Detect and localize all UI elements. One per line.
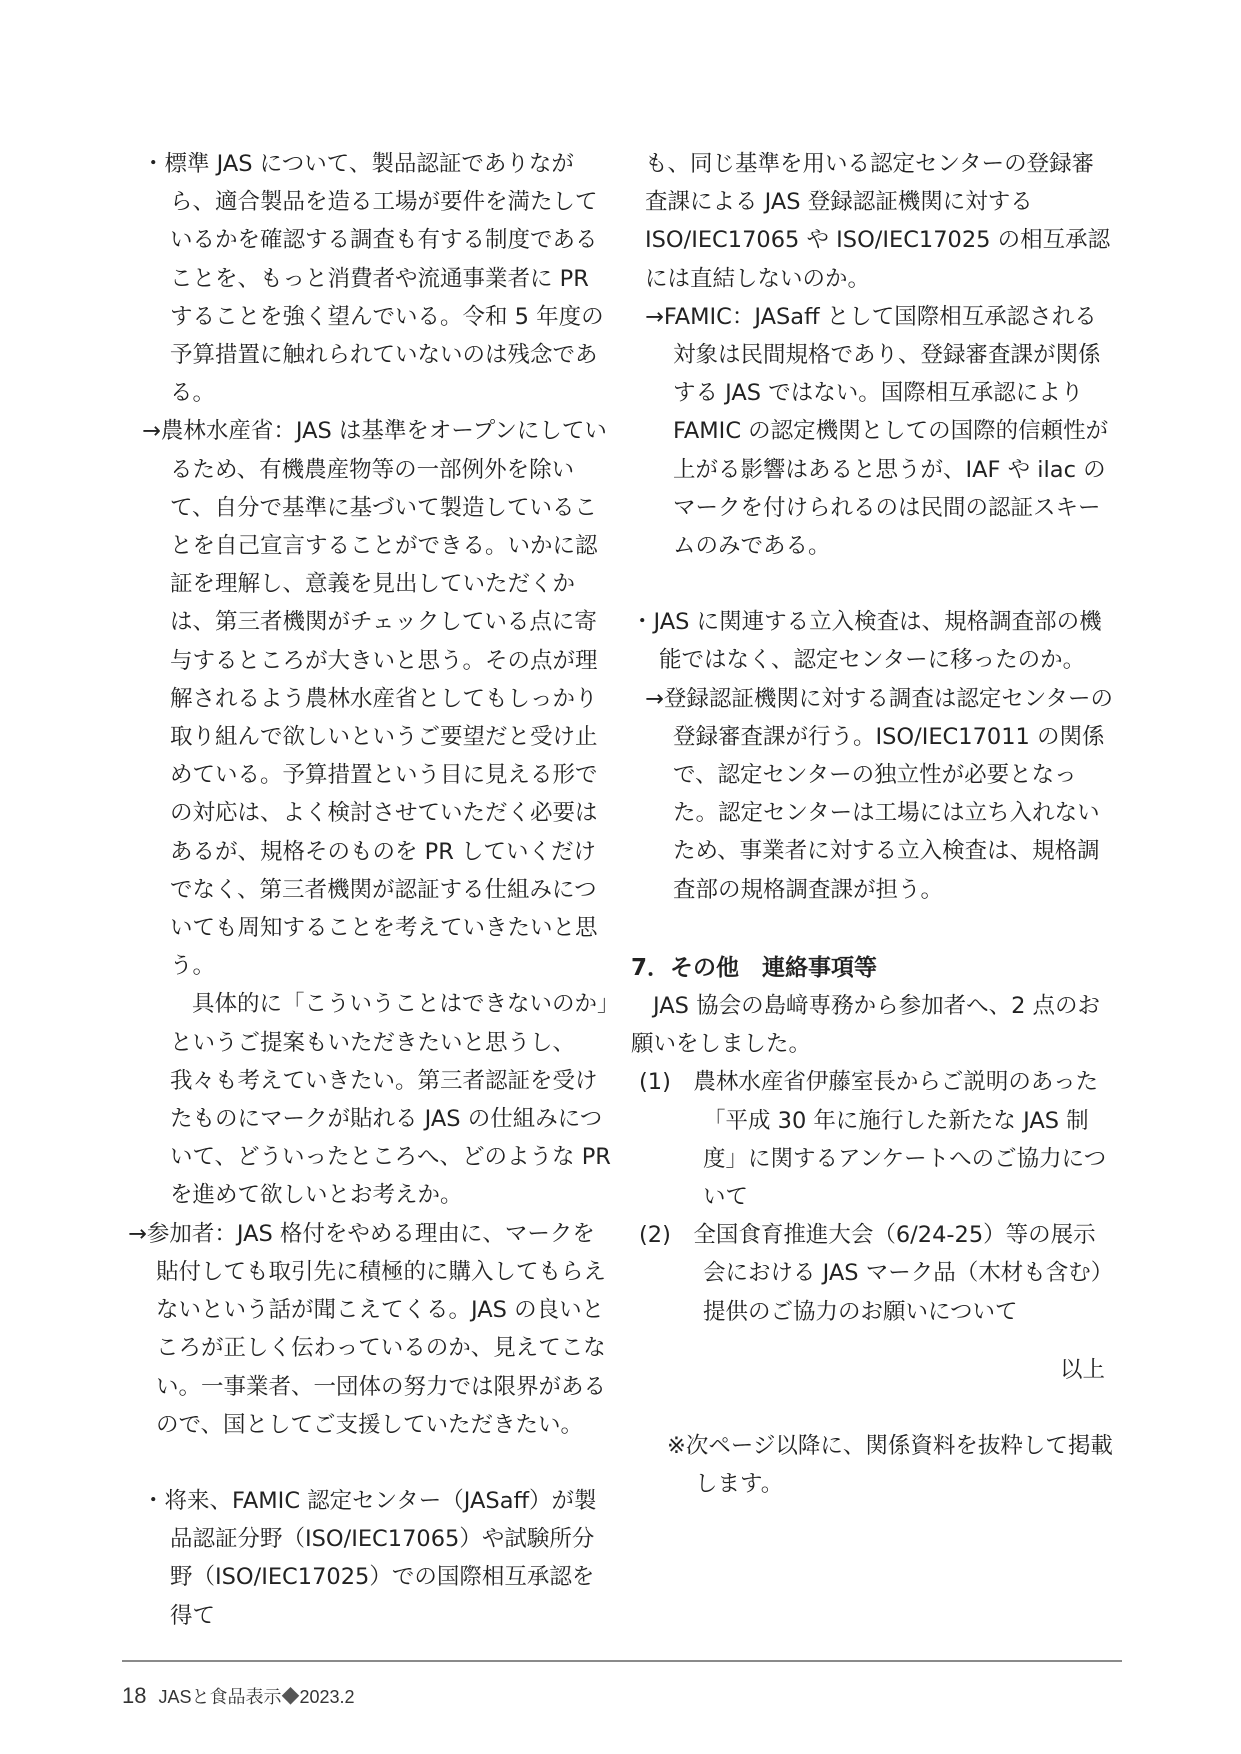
spacer <box>645 565 1115 603</box>
spacer <box>645 909 1115 947</box>
spacer <box>142 1444 612 1482</box>
section-heading: 7．その他 連絡事項等 <box>631 954 878 981</box>
attachment-note: ※次ページ以降に、関係資料を抜粋して掲載します。 <box>667 1433 1113 1498</box>
question-famic-start: ・将来、FAMIC 認定センター（JASaff）が製品認証分野（ISO/IEC17065）や試験所分野（ISO/IEC17025）での国際相互承認を得て <box>142 1487 597 1629</box>
answer-maff-continued: 具体的に「こういうことはできないのか」というご提案もいただきたいと思うし、我々も考えていきたい。第三者認証を受けたものにマークが貼れる JAS の仕組みについて、どういったところへ、どのような PR を進めて欲しいとお考えか。 <box>170 991 611 1209</box>
answer-participant: →参加者：JAS 格付をやめる理由に、マークを貼付しても取引先に積極的に購入してもらえないという話が聞こえてくる。JAS の良いところが正しく伝わっているのか、見えてこない。一事業者、一団体の努力では限界があるので、国としてご支援していただきたい。 <box>128 1220 607 1438</box>
closing-text: 以上 <box>1059 1356 1105 1383</box>
spacer <box>645 1331 1115 1351</box>
list-item-1: (1) 農林水産省伊藤室長からご説明のあった「平成 30 年に施行した新たな JAS 制度」に関するアンケートへのご協力について <box>639 1069 1107 1211</box>
answer-maff: →農林水産省：JAS は基準をオープンにしているため、有機農産物等の一部例外を除いて、自分で基準に基づいて製造していることを自己宣言することができる。いかに認証を理解し、意義を見出していただくかは、第三者機関がチェックしている点に寄与するところが大きいと思う。その点が理解されるよう農林水産省としてもしっかり取り組んで欲しいというご要望だと受け止めている。予算措置という目に見える形での対応は、よく検討させていただく必要はあるが、規格そのものを PR していくだけでなく、第三者機関が認証する仕組みについても周知することを考えていきたいと思う。 <box>142 418 607 980</box>
answer-famic: →FAMIC：JASaff として国際相互承認される対象は民間規格であり、登録審査課が関係する JAS ではない。国際相互承認により FAMIC の認定機関としての国際的信頼性が上がる影響はあると思うが、IAF や ilac のマークを付けられるのは民間の認証スキームのみである。 <box>645 303 1109 560</box>
left-column <box>128 145 612 1635</box>
footer-divider <box>122 1660 1122 1662</box>
answer-inspection: →登録認証機関に対する調査は認定センターの登録審査課が行う。ISO/IEC17011 の関係で、認定センターの独立性が必要となった。認定センターは工場には立ち入れないため、事業者に対する立入検査は、規格調査部の規格調査課が担う。 <box>645 685 1113 903</box>
list-item-2: (2) 全国食育推進大会（6/24-25）等の展示会における JAS マーク品（木材も含む）提供のご協力のお願いについて <box>639 1222 1114 1325</box>
publication-title: JASと食品表示 <box>158 1687 282 1707</box>
diamond-icon: ◆ <box>281 1687 300 1707</box>
spacer <box>645 1389 1115 1427</box>
question-standard-jas: ・標準 JAS について、製品認証でありながら、適合製品を造る工場が要件を満たしているかを確認する調査も有する制度であることを、もっと消費者や流通事業者に PR することを強く望んでいる。令和 5 年度の予算措置に触れられていないのは残念である。 <box>142 151 604 407</box>
issue-date: 2023.2 <box>299 1687 355 1707</box>
page-number: 18 <box>122 1683 147 1708</box>
section-intro: JAS 協会の島﨑専務から参加者へ、2 点のお願いをしました。 <box>631 993 1101 1058</box>
question-famic-continued: も、同じ基準を用いる認定センターの登録審査課による JAS 登録認証機関に対する ISO/IEC17065 や ISO/IEC17025 の相互承認には直結しないのか。 <box>645 151 1111 292</box>
page-footer <box>122 1683 355 1709</box>
question-inspection: ・JAS に関連する立入検査は、規格調査部の機能ではなく、認定センターに移ったのか。 <box>631 609 1102 674</box>
right-column <box>631 145 1115 1504</box>
